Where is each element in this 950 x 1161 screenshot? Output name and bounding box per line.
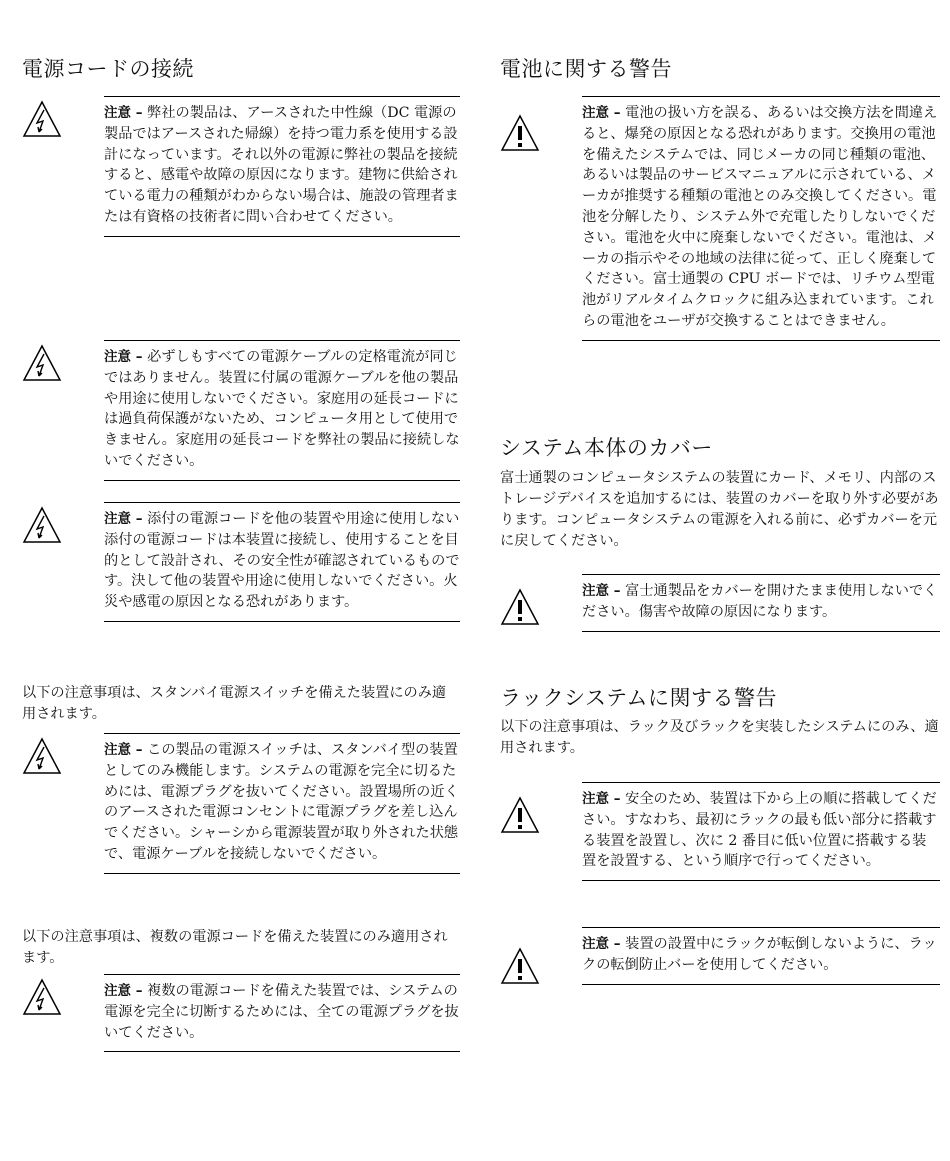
caution-text [582,927,940,985]
caution-text [582,782,940,881]
caution-body: 装置の設置中にラックが転倒しないように、ラックの転倒防止バーを使用してください。 [582,936,937,973]
caution-heading: 添付の電源コードを他の装置や用途に使用しない [147,511,460,527]
caution-body: 電池の扱い方を誤る、あるいは交換方法を間違えると、爆発の原因となる恐れがあります。交換用の電池を備えたシステムでは、同じメーカの同じ種類の電池、あるいは製品のサービスマニュアルに示されている、メーカが推奨する種類の電池とのみ交換してください。電池を分解したり、システム外で充電したりしないでください。電池を火中に廃棄しないでください。電池は、メーカの指示やその地域の法律に従って、正しく廃棄してください。富士通製の CPU ボードでは、リチウム型電池がリアルタイムクロックに組み込まれています。これらの電池をユーザが交換することはできません。 [582,105,938,329]
caution-text [582,96,940,341]
section-title-power-cord: 電源コードの接続 [22,57,194,81]
caution-label: 注意 – [582,105,626,121]
paragraph-cover: 富士通製のコンピュータシステムの装置にカード、メモリ、内部のストレージデバイスを追加するには、装置のカバーを取り外す必要があります。コンピュータシステムの電源を入れる前に、必ずカバーを元に戻してください。 [500,470,939,549]
caution-text [104,340,460,481]
section-title-battery: 電池に関する警告 [500,57,672,81]
caution-label: 注意 – [104,742,148,758]
electric-shock-warning-icon [22,978,62,1016]
caution-label: 注意 – [104,349,148,365]
caution-body: 安全のため、装置は下から上の順に搭載してください。すなわち、最初にラックの最も低い部分に搭載する装置を設置し、次に 2 番目に低い位置に搭載する装置を設置する、という順序で行ってください。 [582,791,937,870]
caution-label: 注意 – [582,936,626,952]
caution-body: 弊社の製品は、アースされた中性線（DC 電源の製品ではアースされた帰線）を持つ電力系を使用する設計になっています。それ以外の電源に弊社の製品を接続すると、感電や故障の原因になります。建物に供給されている電力の種類がわからない場合は、施設の管理者または有資格の技術者に問い合わせてください。 [104,105,459,225]
caution-text [104,974,460,1052]
caution-text [582,574,940,632]
caution-text [104,502,460,622]
caution-text [104,733,460,874]
paragraph-rack: 以下の注意事項は、ラック及びラックを実装したシステムにのみ、適用されます。 [500,719,939,756]
section-title-cover: システム本体のカバー [500,436,713,460]
caution-body: 添付の電源コードは本装置に接続し、使用することを目的として設計され、その安全性が確認されているものです。決して他の装置や用途に使用しないでください。火災や感電の原因となる恐れがあります。 [104,531,460,611]
electric-shock-warning-icon [22,344,62,382]
electric-shock-warning-icon [22,100,62,138]
caution-body: この製品の電源スイッチは、スタンバイ型の装置としてのみ機能します。システムの電源を完全に切るためには、電源プラグを抜いてください。設置場所の近くのアースされた電源コンセントに電源プラグを差し込んでください。シャーシから電源装置が取り外された状態で、電源ケーブルを接続しないでください。 [104,742,459,862]
exclamation-warning-icon [500,114,540,152]
electric-shock-warning-icon [22,506,62,544]
caution-label: 注意 – [582,791,626,807]
section-title-rack: ラックシステムに関する警告 [500,686,777,710]
exclamation-warning-icon [500,947,540,985]
caution-body: 複数の電源コードを備えた装置では、システムの電源を完全に切断するためには、全ての電源プラグを抜いてください。 [104,983,459,1041]
paragraph-standby-switch: 以下の注意事項は、スタンバイ電源スイッチを備えた装置にのみ適用されます。 [22,685,447,722]
electric-shock-warning-icon [22,737,62,775]
exclamation-warning-icon [500,796,540,834]
caution-label: 注意 – [104,983,148,999]
caution-body: 必ずしもすべての電源ケーブルの定格電流が同じではありません。装置に付属の電源ケーブルを他の製品や用途に使用しないでください。家庭用の延長コードには過負荷保護がないため、コンピュータ用として使用できません。家庭用の延長コードを弊社の製品に接続しないでください。 [104,349,460,469]
caution-label: 注意 – [104,511,148,527]
caution-label: 注意 – [104,105,148,121]
caution-text [104,96,460,237]
caution-body: 富士通製品をカバーを開けたまま使用しないでください。傷害や故障の原因になります。 [582,583,938,620]
caution-label: 注意 – [582,583,626,599]
exclamation-warning-icon [500,588,540,626]
paragraph-multiple-cords: 以下の注意事項は、複数の電源コードを備えた装置にのみ適用されます。 [22,929,448,966]
